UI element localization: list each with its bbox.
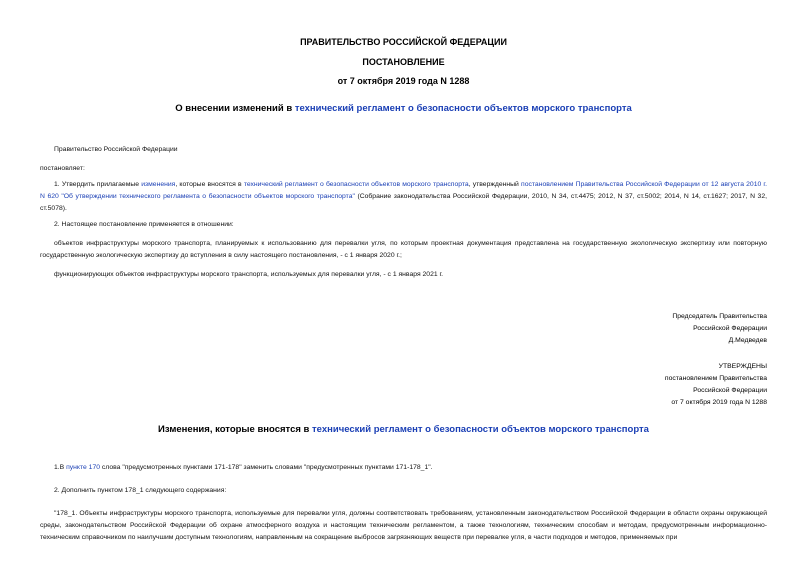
title-link[interactable]: технический регламент о безопасности объектов морского транспорта: [294, 103, 632, 114]
item-2-a: объектов инфраструктуры морского транспорта, планируемых к использованию для перевалки угля, по которым проектная документация представлена на государственную экологическую экспертизу или повторную государственную экологическую экспертизу до вступления в силу настоящего постановления, - с 1 января 2020 г.;: [40, 240, 767, 259]
government-heading: ПРАВИТЕЛЬСТВО РОССИЙСКОЙ ФЕДЕРАЦИИ: [300, 37, 507, 47]
change-3: "178_1. Объекты инфраструктуры морского транспорта, используемые для перевалки угля, должны соответствовать требованиям, установленным законодательством Российской Федерации в области охраны окружающей среды, законодательством Российской Федерации об охране атмосферного воздуха и настоящим техническим регламентом, а также технологиям, техническим способам и методам, предусмотренным информационно-техническим справочником по наилучшим доступным технологиям, направленным на сокращение выбросов загрязняющих веществ при перевалке угля, в части подходов и методов, применяемых при: [40, 510, 767, 541]
changes-title: [0, 424, 807, 435]
date-number: от 7 октября 2019 года N 1288: [337, 76, 470, 86]
changes-title-link[interactable]: технический регламент о безопасности объектов морского транспорта: [312, 424, 649, 435]
changes-title-prefix: Изменения, которые вносятся в: [158, 424, 313, 435]
document-title: [0, 103, 807, 114]
approved-label: УТВЕРЖДЕНЫ: [718, 363, 767, 370]
intro-text: Правительство Российской Федерации: [54, 146, 178, 153]
item-1: 1. Утвердить прилагаемые изменения, которые вносятся в технический регламент о безопасности объектов морского транспорта, утвержденный постановлением Правительства Российской Федерации от 12 августа 2010 г. N 620 "Об утверждении технического регламента о безопасности объектов морского транспорта" (Собрание законодательства Российской Федерации, 2010, N 34, ст.4475; 2012, N 37, ст.5002; 2014, N 14, ст.1627; 2017, N 32, ст.5078).: [40, 181, 767, 212]
point-170-link[interactable]: пункте 170: [66, 464, 101, 471]
item-2-b: функционирующих объектов инфраструктуры морского транспорта, используемых для перевалки угля, - с 1 января 2021 г.: [54, 271, 444, 278]
regulation-link[interactable]: технический регламент о безопасности объектов морского транспорта: [243, 181, 469, 188]
approved-by: постановлением Правительства: [664, 375, 767, 382]
change-1: 1.В пункте 170 слова "предусмотренных пунктами 171-178" заменить словами "предусмотренных пунктами 171-178_1".: [54, 464, 433, 471]
decides-text: постановляет:: [40, 165, 85, 172]
signature-org: Российской Федерации: [693, 325, 767, 332]
signature-block: [672, 311, 767, 347]
item-2: 2. Настоящее постановление применяется в отношении:: [54, 221, 234, 228]
signature-position: Председатель Правительства: [672, 313, 767, 320]
change-2: 2. Дополнить пунктом 178_1 следующего содержания:: [54, 487, 227, 494]
doc-type-heading: ПОСТАНОВЛЕНИЕ: [362, 57, 445, 67]
approved-block: [665, 361, 767, 409]
title-prefix: О внесении изменений в: [175, 103, 295, 114]
changes-link[interactable]: изменения: [141, 181, 176, 188]
approved-org: Российской Федерации: [693, 387, 767, 394]
signature-name: Д.Медведев: [728, 337, 767, 344]
approved-date: от 7 октября 2019 года N 1288: [671, 399, 767, 406]
resolution-link[interactable]: постановлением Правительства Российской Федерации от 12 августа 2010 г. N 620 "Об утверждении технического регламента о безопасности объектов морского транспорта": [40, 181, 767, 200]
